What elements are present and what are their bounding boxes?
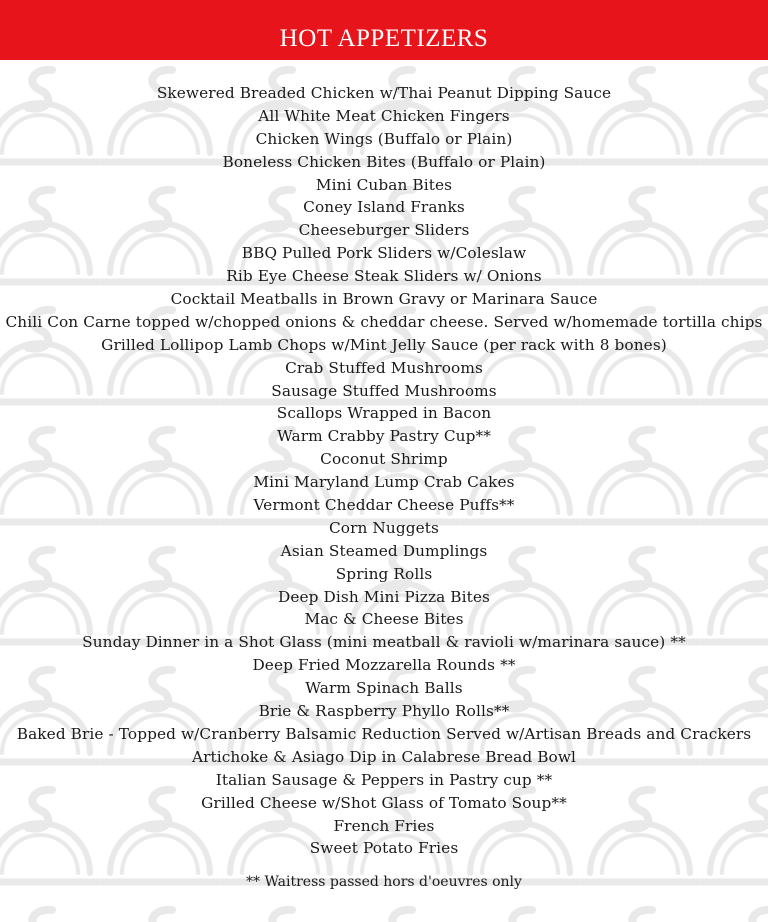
menu-item: Asian Steamed Dumplings (280, 541, 488, 560)
menu-item: Spring Rolls (335, 564, 433, 583)
menu-item: Artichoke & Asiago Dip in Calabrese Bread Bowl (191, 747, 577, 766)
appetizer-list (0, 82, 768, 860)
menu-item: Cheeseburger Sliders (298, 221, 470, 240)
menu-item: Skewered Breaded Chicken w/Thai Peanut Dipping Sauce (156, 84, 612, 102)
menu-item: Chili Con Carne topped w/chopped onions & cheddar cheese. Served w/homemade tortilla chips (5, 312, 763, 331)
menu-item: Boneless Chicken Bites (Buffalo or Plain) (222, 152, 546, 171)
menu-item: Deep Fried Mozzarella Rounds ** (252, 656, 516, 675)
menu-item: Crab Stuffed Mushrooms (285, 358, 483, 377)
menu-item: Vermont Cheddar Cheese Puffs** (253, 496, 515, 515)
header-bar (0, 0, 768, 60)
menu-item: Rib Eye Cheese Steak Sliders w/ Onions (226, 267, 542, 286)
footnote: ** Waitress passed hors d'oeuvres only (246, 874, 522, 890)
menu-item: All White Meat Chicken Fingers (258, 106, 510, 125)
menu-item: Warm Crabby Pastry Cup** (276, 427, 491, 446)
menu-item: Brie & Raspberry Phyllo Rolls** (258, 702, 510, 721)
menu-item: Corn Nuggets (328, 518, 439, 537)
menu-item: Mini Maryland Lump Crab Cakes (253, 473, 515, 492)
menu-item: Cocktail Meatballs in Brown Gravy or Marinara Sauce (170, 290, 598, 309)
menu-item: Scallops Wrapped in Bacon (276, 404, 492, 423)
menu-item: Grilled Lollipop Lamb Chops w/Mint Jelly Sauce (per rack with 8 bones) (101, 335, 667, 354)
menu-item: Baked Brie - Topped w/Cranberry Balsamic Reduction Served w/Artisan Breads and Crackers (16, 724, 752, 743)
menu-item: Chicken Wings (Buffalo or Plain) (255, 129, 513, 148)
menu-item: Mac & Cheese Bites (304, 610, 464, 629)
page-title: HOT APPETIZERS (279, 25, 489, 52)
menu-item: Coconut Shrimp (320, 450, 448, 469)
menu-item: Grilled Cheese w/Shot Glass of Tomato Soup** (201, 793, 567, 812)
menu-item: Sweet Potato Fries (309, 839, 459, 858)
menu-item: BBQ Pulled Pork Sliders w/Coleslaw (241, 244, 527, 263)
menu-item: Sunday Dinner in a Shot Glass (mini meatball & ravioli w/marinara sauce) ** (82, 633, 686, 652)
menu-item: Warm Spinach Balls (305, 679, 463, 698)
menu-item: Mini Cuban Bites (315, 175, 453, 194)
menu-item: Italian Sausage & Peppers in Pastry cup ** (215, 770, 553, 789)
menu-item: Sausage Stuffed Mushrooms (271, 381, 497, 400)
menu-item: Coney Island Franks (303, 198, 465, 217)
menu-item: French Fries (333, 816, 435, 835)
menu-item: Deep Dish Mini Pizza Bites (278, 587, 490, 606)
